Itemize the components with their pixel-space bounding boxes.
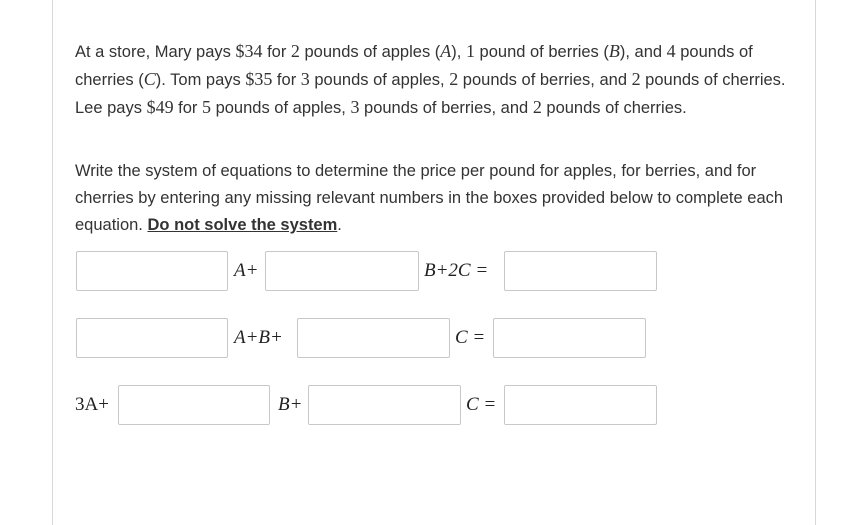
eq3-label-3a: 3A+ <box>75 394 109 415</box>
number: 1 <box>465 41 475 61</box>
eq1-a-coefficient-input[interactable] <box>76 251 228 291</box>
equation-row-2 <box>75 318 675 362</box>
text-segment: At a store, Mary pays <box>75 43 236 61</box>
instructions <box>75 158 795 239</box>
eq3-b-coefficient-input[interactable] <box>118 385 270 425</box>
eq2-label-a-b: A+B+ <box>234 327 283 348</box>
variable-a: A <box>440 41 452 61</box>
eq1-label-a: A+ <box>234 260 259 281</box>
text-segment: pounds of apples, <box>309 71 450 89</box>
text-segment: pounds of cherries. <box>541 99 687 117</box>
problem-statement <box>75 38 795 122</box>
text-segment: . <box>337 216 342 234</box>
text-segment: for <box>173 99 202 117</box>
variable-b: B <box>608 41 620 61</box>
instruction-text: Write the system of equations to determine the price per pound for apples, for berries, and for cherries by entering any missing relevant numbers in the boxes provided below to complete each equation. <box>75 162 784 234</box>
lee-amount: $49 <box>146 97 174 117</box>
eq3-label-c: C = <box>466 394 497 415</box>
eq2-a-coefficient-input[interactable] <box>76 318 228 358</box>
number: 2 <box>290 41 300 61</box>
tom-amount: $35 <box>245 69 273 89</box>
eq1-total-input[interactable] <box>504 251 657 291</box>
equation-row-3 <box>75 385 675 429</box>
text-segment: pounds of apples ( <box>299 43 441 61</box>
text-segment: for <box>262 43 291 61</box>
eq3-c-coefficient-input[interactable] <box>308 385 461 425</box>
text-segment: ). Tom pays <box>155 71 246 89</box>
text-segment: pound of berries ( <box>474 43 609 61</box>
number: 3 <box>350 97 360 117</box>
text-segment: pounds of cherries ( <box>75 43 753 89</box>
text-segment: pounds of apples, <box>211 99 351 117</box>
number: 5 <box>202 97 211 117</box>
eq3-label-b: B+ <box>278 394 303 415</box>
eq3-total-input[interactable] <box>504 385 657 425</box>
number: 2 <box>631 69 641 89</box>
eq1-b-coefficient-input[interactable] <box>265 251 419 291</box>
text-segment: pounds of berries, and <box>458 71 632 89</box>
number: 4 <box>666 41 676 61</box>
eq1-label-b-c: B+2C = <box>424 260 489 281</box>
text-segment: pounds of cherries. Lee pays <box>75 71 786 117</box>
number: 2 <box>532 97 542 117</box>
text-segment: ), <box>451 43 466 61</box>
text-segment: for <box>272 71 301 89</box>
number: 2 <box>449 69 459 89</box>
eq2-c-coefficient-input[interactable] <box>297 318 450 358</box>
eq2-total-input[interactable] <box>493 318 646 358</box>
equation-row-1 <box>75 251 675 295</box>
eq2-label-c: C = <box>455 327 486 348</box>
emphasis-text: Do not solve the system <box>147 216 338 234</box>
text-segment: pounds of berries, and <box>359 99 533 117</box>
number: 3 <box>300 69 310 89</box>
mary-amount: $34 <box>235 41 263 61</box>
text-segment: ), and <box>619 43 667 61</box>
variable-c: C <box>143 69 156 89</box>
